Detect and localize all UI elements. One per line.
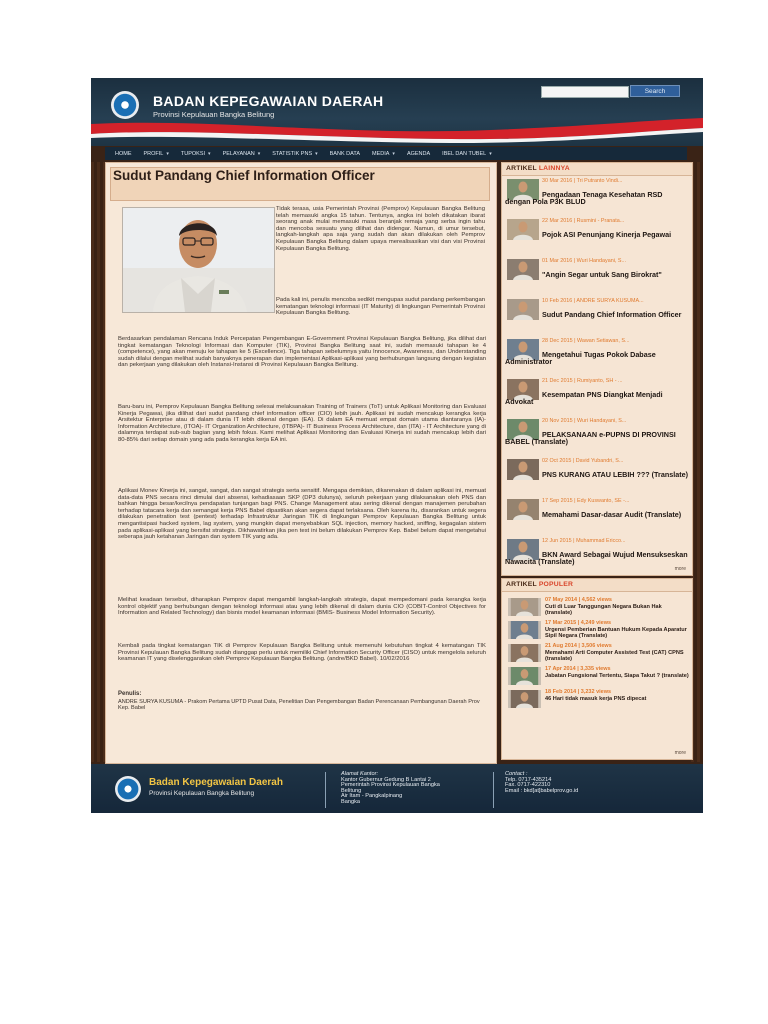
article-meta: 02 Oct 2015 | David Yubandri, S... — [542, 458, 624, 464]
author-label: Penulis: — [118, 691, 142, 697]
article-link[interactable]: Kesempatan PNS Diangkat Menjadi Advokat — [505, 390, 663, 407]
author-credit: ANDRE SURYA KUSUMA - Prakom Pertama UPTD Pusat Data, Penelitian Dan Pengembangan Badan Perencanaan Pembangunan Daerah Prov Kep. Babel — [118, 699, 480, 712]
article-meta: 10 Feb 2016 | ANDRE SURYA KUSUMA... — [542, 298, 644, 304]
article-paragraph: Tidak terasa, usia Pemerintah Provinsi (Pemprov) Kepulauan Bangka Belitung telah memasuki angka 15 tahun. Tentunya, angka ini boleh dikatakan ibarat seorang anak mulai memasuki masa beranjak remaja yang serba ingin tahu dan mencoba sesuatu yang dilihat dan didengar. Namun, di umur tersebut, langkah-langkah apa saja yang sudah dan akan dilakukan oleh Pemprov Kepulauan Bangka Belitung dalam upaya merealisasikan visi dan visi Provinsi Kepulauan Bangka Belitung. — [276, 206, 485, 252]
wood-background — [91, 162, 105, 762]
article-meta: 22 Mar 2016 | Rusmini - Pranata... — [542, 218, 625, 224]
address-line: Belitung — [341, 787, 362, 794]
chevron-down-icon: ▾ — [166, 150, 169, 157]
popular-article-item[interactable] — [502, 665, 692, 688]
article-meta: 28 Dec 2015 | Wawan Setiawan, S... — [542, 338, 630, 344]
article-link[interactable]: Sudut Pandang Chief Information Officer — [542, 310, 682, 319]
article-link[interactable]: Jabatan Fungsional Tertentu, Siapa Takut ? (translate) — [545, 673, 689, 679]
article-link[interactable]: Pojok ASI Penunjang Kinerja Pegawai — [542, 230, 672, 239]
article-meta: 20 Nov 2015 | Wuri Handayani, S... — [542, 418, 627, 424]
address-line: Kantor Gubernur Gedung B Lantai 2 — [341, 776, 431, 783]
footer-subtitle: Provinsi Kepulauan Bangka Belitung — [149, 790, 255, 797]
article-meta: 01 Mar 2016 | Wuri Handayani, S... — [542, 258, 626, 264]
article-paragraph: Melihat keadaan tersebut, diharapkan Pemprov dapat mengambil langkah-langkah strategis, dapat mempedomani pada kerangka kerja kontrol objektif yang berhubungan dengan teknologi informasi atau yang lebih dikenal di dalam dunia CIO (COBIT-Control Objectives for Information and Related Technology) dan bisnis model keamanan informasi (BMIS- Business Model Information Security). — [118, 597, 486, 617]
site-title[interactable]: BADAN KEPEGAWAIAN DAERAH — [153, 93, 384, 109]
article-thumbnail[interactable] — [508, 621, 541, 639]
main-nav — [105, 147, 687, 160]
address-line: Bangka — [341, 798, 360, 805]
article-meta: 17 Apr 2014 | 3,335 views — [545, 666, 611, 672]
author-photo-image — [123, 208, 274, 312]
article-meta: 21 Aug 2014 | 3,506 views — [545, 643, 612, 649]
latest-articles-box — [501, 162, 693, 576]
article-meta: 17 Mar 2015 | 4,249 views — [545, 620, 612, 626]
article-paragraph: Aplikasi Monev Kinerja ini, sangat, sangat, dan sangat strategis serta sensitif. Mengapa demikian, dikarenakan di dalam aplikasi ini, memuat data-data PNS secara rinci dimulai dari absensi, kehadiasaan SKP (DP3 dulunya), seluruh pekerjaan yang dilaksanakan oleh PNS dan bahkan hingga besar/kecilnya pendapatan tunjangan bagi PNS. Change Management atau sering dikenal dengan manajemen perubahan terhadap tatacara kerja dan semangat kerja PNS Babel dipastikan akan segera dapat terlaksana. Oleh karena itu, disarankan untuk segera dilakukan penetration test (pentest) terhadap Infrastruktur Jaringan TIK di lingkungan Pemprov Kepulauan Bangka Belitung untuk mengantisipasi hacked system, lag system, yang mungkin dapat menyebabkan SQL injection, memory hacked, sniffing, kegagalan sistem pada aplikasi-aplikasi yang bersifat strategis. Dikhawatirkan jika pen test ini belum dilakukan Pemprov Kep. Babel belum dapat mengetahui seberapa jauh ketahanan Jaringan dan system TIK yang ada. — [118, 488, 486, 541]
article-title: Sudut Pandang Chief Information Officer — [113, 168, 375, 183]
article-thumbnail[interactable] — [508, 644, 541, 662]
article-thumbnail[interactable] — [508, 598, 541, 616]
article-paragraph: Pada kali ini, penulis mencoba sedikit mengupas sudut pandang perkembangan kematangan teknologi informasi (IT Maturity) di lingkungan Pemerintah Provinsi Kepulauan Bangka Belitung. — [276, 297, 485, 317]
popular-article-item[interactable] — [502, 619, 692, 642]
contact-line: Fax. 0717-422310 — [505, 782, 551, 789]
nav-item-tupoksi[interactable]: TUPOKSI ▾ — [180, 150, 211, 157]
article-link[interactable]: Cuti di Luar Tanggungan Negara Bukan Hak (translate) — [545, 604, 662, 617]
article-link[interactable]: PELAKSANAAN e-PUPNS DI PROVINSI BABEL (Translate) — [505, 430, 676, 447]
article-link[interactable]: Memahami Arti Computer Assisted Test (CAT) CPNS (translate) — [545, 650, 684, 663]
latest-more-link[interactable]: more — [674, 566, 686, 572]
article-link[interactable]: Memahami Dasar-dasar Audit (Translate) — [542, 510, 682, 519]
latest-article-item[interactable] — [502, 416, 692, 456]
chevron-down-icon: ▾ — [208, 150, 211, 157]
article-link[interactable]: 46 Hari tidak masuk kerja PNS dipecat — [545, 696, 647, 702]
article-link[interactable]: PNS KURANG ATAU LEBIH ??? (Translate) — [542, 470, 689, 479]
footer-address — [341, 772, 501, 806]
popular-article-item[interactable] — [502, 688, 692, 711]
chevron-down-icon: ▾ — [315, 150, 318, 157]
address-label: Alamat Kantor: — [341, 771, 378, 777]
address-line: Pemerintah Provinsi Kepulauan Bangka — [341, 782, 440, 789]
nav-item-home[interactable]: HOME — [115, 150, 132, 157]
article-meta: 12 Jun 2015 | Muhammad Ericco... — [542, 538, 626, 544]
article-title-bar — [110, 167, 490, 201]
footer-title: Badan Kepegawaian Daerah — [149, 777, 283, 788]
latest-article-item[interactable] — [502, 496, 692, 536]
article-meta: 17 Sep 2015 | Edy Kuswanto, SE -... — [542, 498, 630, 504]
footer-divider — [493, 772, 494, 808]
popular-article-item[interactable] — [502, 596, 692, 619]
article-paragraph: Kembali pada tingkat kematangan TIK di Pemprov Kepulauan Bangka Belitung untuk memenuhi kebutuhan tingkat 4 kematangan TIK Provinsi Kepulauan Bangka Belitung sudah dianggap perlu untuk memiliki Chief Information Security Officer (CISO) untuk mengelola seluruh keamanan IT yang diselenggarakan oleh Pemprov Kepulauan Bangka Belitung. (andre/BKD Babel). 10/02/2016 — [118, 643, 486, 663]
latest-article-item[interactable] — [502, 216, 692, 256]
popular-articles-heading: ARTIKEL POPULER — [502, 579, 692, 592]
nav-item-agenda[interactable]: AGENDA — [406, 150, 431, 157]
latest-article-item[interactable] — [502, 176, 692, 216]
footer-logo-icon — [115, 776, 141, 802]
article-link[interactable]: Mengetahui Tugas Pokok Dabase Administrator — [505, 350, 656, 367]
latest-article-item[interactable] — [502, 456, 692, 496]
search-button[interactable]: Search — [630, 85, 680, 97]
site-subtitle: Provinsi Kepulauan Bangka Belitung — [153, 110, 275, 119]
article-paragraph: Berdasarkan pendalaman Rencana Induk Percepatan Pengembangan E-Government Provinsi Kepulauan Bangka Belitung, jika dilihat dari tingkat kematangan Teknologi Informasi dan Komputer (TIK), Provinsi Bangka Belitung saat ini, sudah memasuki tahapan ke 4 (competence), yang akan menuju ke tahapan ke 5 (Excellence). Tiga tahapan sebelumnya yaitu Innocence, Awareness, dan Understanding sudah dilalui dengan melihat sudah banyaknya penerapan dan implementasi Aplikasi-aplikasi yang berhubungan langsung dengan kegiatan dan pekerjaan yang dilakukan oleh Instansi-Instansi di Provinsi Kepulauan Bangka Belitung. — [118, 336, 486, 369]
latest-articles-heading: ARTIKEL LAINNYA — [502, 163, 692, 176]
article-meta: 21 Dec 2015 | Rumiyanto, SH - ... — [542, 378, 623, 384]
latest-article-item[interactable] — [502, 536, 692, 576]
author-photo — [122, 207, 275, 313]
popular-article-item[interactable] — [502, 642, 692, 665]
contact-line[interactable]: Email : bkd[at]babelprov.go.id — [505, 787, 579, 794]
article-meta: 07 May 2014 | 4,562 views — [545, 597, 612, 603]
header-swoosh — [91, 118, 703, 144]
popular-more-link[interactable]: more — [674, 750, 686, 756]
nav-item-profil[interactable]: PROFIL ▾ — [143, 150, 169, 157]
popular-articles-box — [501, 578, 693, 760]
article-link[interactable]: Urgensi Pemberian Bantuan Hukum Kepada Aparatur Sipil Negara (Translate) — [545, 627, 687, 640]
article-meta: 18 Feb 2014 | 3,232 views — [545, 689, 612, 695]
chevron-down-icon: ▾ — [489, 150, 492, 157]
nav-item-ibel-dan-tubel[interactable]: IBEL DAN TUBEL ▾ — [442, 150, 492, 157]
logo-icon[interactable] — [111, 91, 139, 119]
site-header — [91, 78, 703, 146]
nav-item-bank-data[interactable]: BANK DATA — [329, 150, 360, 157]
search-input[interactable] — [541, 86, 629, 98]
article-link[interactable]: BKN Award Sebagai Wujud Mensukseskan Nawacita (Translate) — [505, 550, 688, 567]
nav-item-media[interactable]: MEDIA ▾ — [372, 150, 395, 157]
footer-divider — [325, 772, 326, 808]
latest-article-item[interactable] — [502, 376, 692, 416]
article-meta: 30 Mar 2016 | Tri Putranto Vindi... — [542, 178, 623, 184]
footer-contact — [505, 772, 655, 794]
latest-article-item[interactable] — [502, 336, 692, 376]
nav-item-pelayanan[interactable]: PELAYANAN ▾ — [222, 150, 261, 157]
article-link[interactable]: "Angin Segar untuk Sang Birokrat" — [542, 270, 662, 279]
chevron-down-icon: ▾ — [257, 150, 261, 157]
chevron-down-icon: ▾ — [392, 150, 395, 157]
latest-article-item[interactable] — [502, 296, 692, 336]
address-line: Air Itam - Pangkalpinang — [341, 793, 403, 800]
contact-label: Contact : — [505, 771, 528, 777]
article-thumbnail[interactable] — [508, 690, 541, 708]
article-link[interactable]: Pengadaan Tenaga Kesehatan RSD dengan Pola P3K BLUD — [505, 190, 663, 207]
nav-item-statistik-pns[interactable]: STATISTIK PNS ▾ — [272, 150, 318, 157]
latest-article-item[interactable] — [502, 256, 692, 296]
site-footer — [91, 764, 703, 813]
article-thumbnail[interactable] — [508, 667, 541, 685]
website-screenshot — [91, 78, 703, 813]
contact-line: Telp. 0717-435214 — [505, 776, 552, 783]
article-panel — [105, 162, 497, 764]
article-paragraph: Baru-baru ini, Pemprov Kepulauan Bangka Belitung selesai melaksanakan Training of Trainers (ToT) untuk Aplikasi Monitoring dan Evaluasi Kinerja Pegawai, jika dilihat dari sudut pandang chief information officer (CIO) lebih jauh. Aplikasi ini sudah mencakup kerangka kerja Arsitektur Enterprise atau di dalam dunia IT lebih dikenal dengan (EA). Di dalam EA memuat empat domain utama diantaranya (IA)-Information Architecture, (ITOA)- IT Organization Architecture, (ITBPA)- IT Business Process Architecture, dan (ITA) - IT Architecture yang di dalamnya terdapat sub-sub bagian yang lebih fokus. Kami melihat Aplikasi Monitoring dan Evaluasi Kinerja ini sudah mencakup lebih dari 80-85% dari setiap domain yang ada pada kerangka kerja EA ini. — [118, 404, 486, 443]
